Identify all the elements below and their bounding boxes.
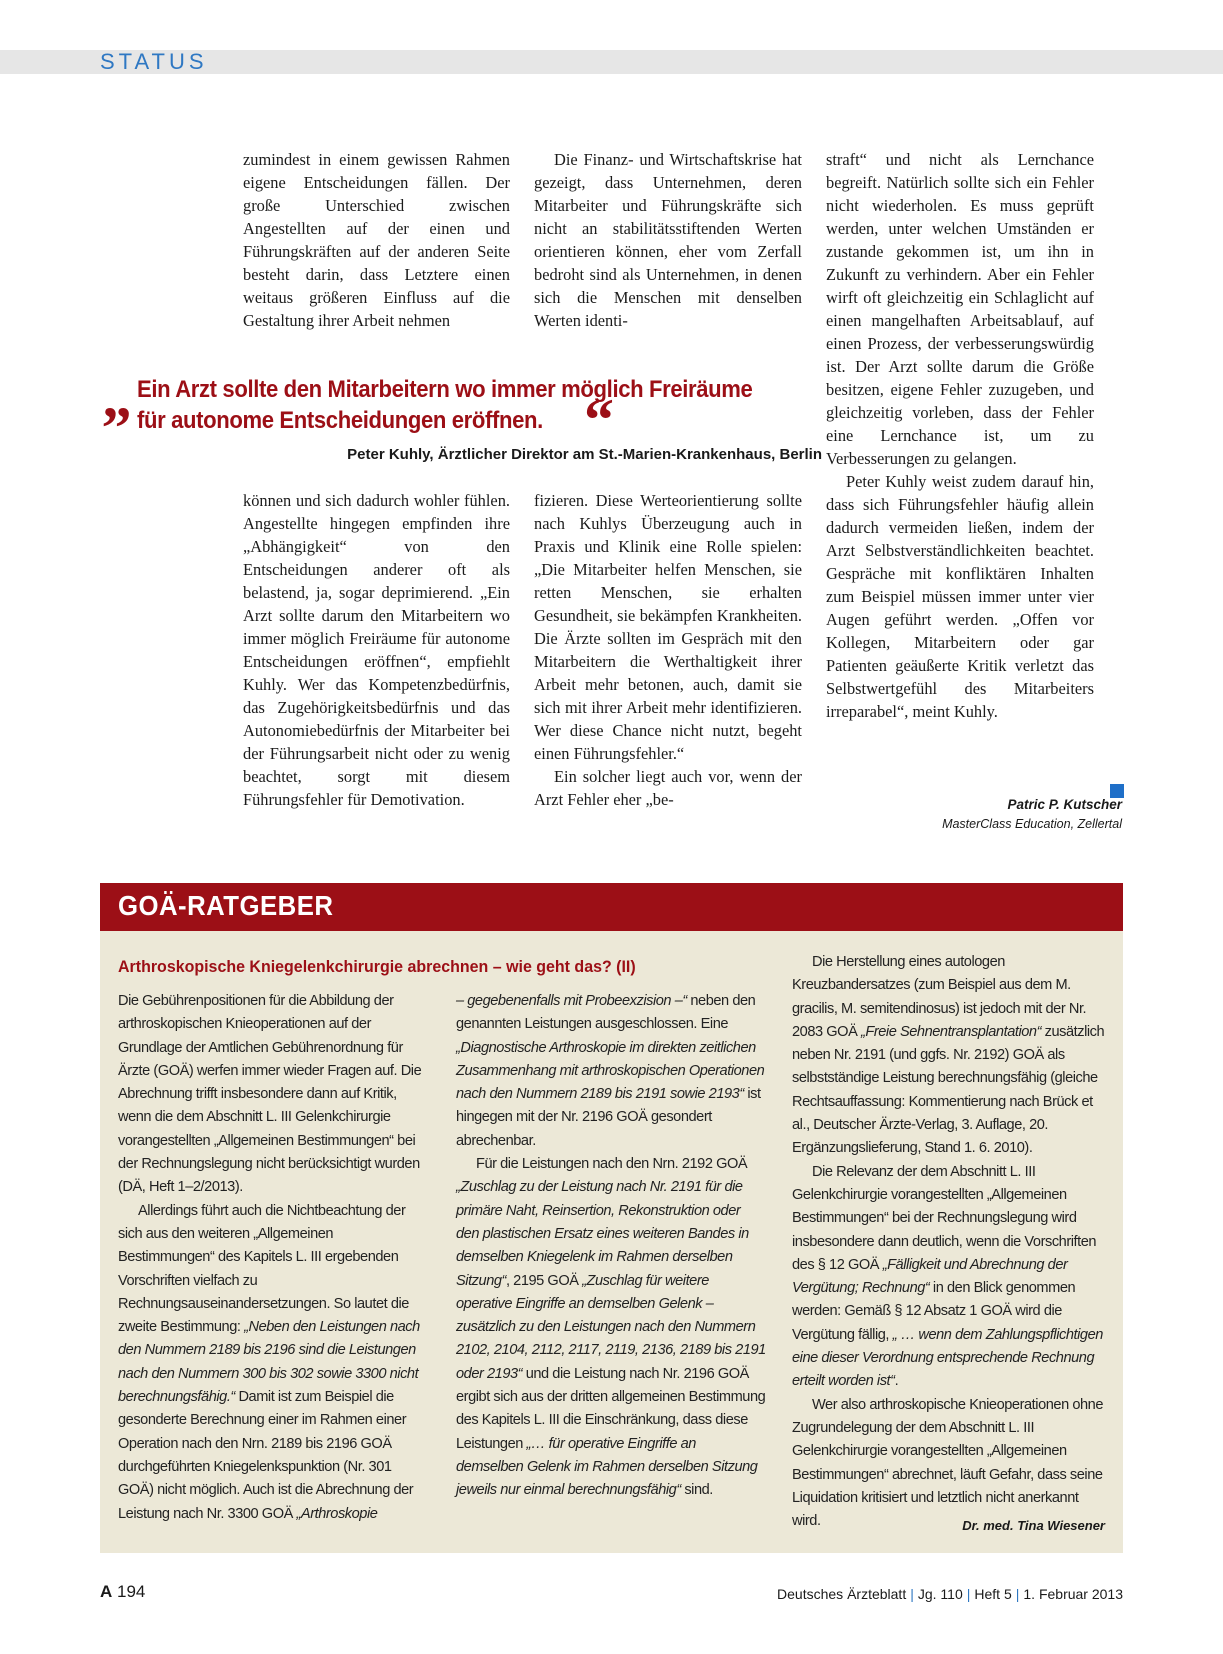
box-paragraph: – gegebenenfalls mit Probeexzision –“ neben den genannten Leistungen ausgeschlossen. Eine „Diagnostische Arthroskopie im direkten zeitlichen Zusammenhang mit arthroskopischen Operationen nach den Nummern 2189 bis 2191 sowie 2193“ ist hingegen mit der Nr. 2196 GOÄ gesondert abrechenbar.	[456, 993, 765, 1149]
article-paragraph: Ein solcher liegt auch vor, wenn der Arzt Fehler eher „be-	[534, 767, 802, 809]
box-paragraph: Allerdings führt auch die Nichtbeachtung der sich aus den weiteren „Allgemeinen Bestimmungen“ des Kapitels L. III ergebenden Vorschriften vielfach zu Rechnungsauseinandersetzungen. So lautet die zweite Bestimmung: „Neben den Leistungen nach den Nummern 2189 bis 2196 sind die Leistungen nach den Nummern 300 bis 302 sowie 3300 nicht berechnungsfähig.“ Damit ist zum Beispiel die gesonderte Berechnung einer im Rahmen einer Operation nach den Nrn. 2189 bis 2196 GOÄ durchgeführten Kniegelenkspunktion (Nr. 301 GOÄ) nicht möglich. Auch ist die Abrechnung der Leistung nach Nr. 3300 GOÄ „Arthroskopie	[118, 1202, 420, 1522]
article-paragraph: zumindest in einem gewissen Rahmen eigene Entscheidungen fällen. Der große Unterschied zwischen Angestellten auf der einen und Führungskräften auf der anderen Seite besteht darin, dass Letztere einen weitaus größeren Einfluss auf die Gestaltung ihrer Arbeit nehmen	[243, 150, 510, 330]
box-col3	[792, 951, 1105, 1533]
article-paragraph: können und sich dadurch wohler fühlen. Angestellte hingegen empfinden ihre „Abhängigkeit“ von den Entscheidungen anderer oft als belastend, ja, sogar deprimierend. „Ein Arzt sollte darum den Mitarbeitern wo immer möglich Freiräume für autonome Entscheidungen eröffnen“, empfiehlt Kuhly. Wer das Kompetenzbedürfnis, das Zugehörigkeitsbedürfnis und das Autonomiebedürfnis der Mitarbeiter bei der Führungsarbeit nicht oder zu wenig beachtet, sorgt mit diesem Führungsfehler für Demotivation.	[243, 491, 510, 809]
article-paragraph: Die Finanz- und Wirtschaftskrise hat gezeigt, dass Unternehmen, deren Mitarbeiter und Führungskräfte sich nicht an stabilitätsstiftenden Werten orientieren können, eher vom Zerfall bedroht sind als Unternehmen, in denen sich die Menschen mit denselben Werten identi-	[534, 150, 802, 330]
article-paragraph: straft“ und nicht als Lernchance begreift. Natürlich sollte sich ein Fehler nicht wiederholen. Es muss geprüft werden, unter welchen Umständen er zustande gekommen ist, um ihn in Zukunft zu verhindern. Aber ein Fehler wirft oft gleichzeitig ein Schlaglicht auf einen mangelhaften Arbeitsablauf, auf einen Prozess, der verbesserungswürdig ist. Der Arzt sollte darum die Größe besitzen, eigene Fehler zuzugeben, und gleichzeitig vorleben, dass der Fehler eine Lernchance ist, um zu Verbesserungen zu gelangen.	[826, 150, 1094, 468]
box-paragraph: Die Relevanz der dem Abschnitt L. III Gelenkchirurgie vorangestellten „Allgemeinen Bestimmungen“ bei der Rechnungslegung wird insbesondere dann deutlich, wenn die Vorschriften des § 12 GOÄ „Fälligkeit und Abrechnung der Vergütung; Rechnung“ in den Blick genommen werden: Gemäß § 12 Absatz 1 GOÄ wird die Vergütung fällig, „ … wenn dem Zahlungspflichtigen eine dieser Verordnung entsprechende Rechnung erteilt worden ist“.	[792, 1163, 1103, 1390]
box-title: GOÄ-RATGEBER	[118, 890, 334, 921]
close-quote-mark: “	[584, 387, 614, 453]
box-subtitle: Arthroskopische Kniegelenkchirurgie abrechnen – wie geht das? (II)	[118, 957, 636, 976]
end-of-article-square-icon	[1110, 784, 1124, 798]
box-author: Dr. med. Tina Wiesener	[962, 1518, 1105, 1533]
journal-issue: Heft 5	[974, 1586, 1012, 1602]
section-label: STATUS	[100, 49, 208, 74]
article-paragraph: Peter Kuhly weist zudem darauf hin, dass sich Führungsfehler häufig allein dadurch vermeiden ließen, indem der Arzt Selbstverständlichkeiten beachtet. Gespräche mit konfliktären Inhalten zum Beispiel müssen immer unter vier Augen geführt werden. „Offen vor Kollegen, Mitarbeitern oder gar Patienten geäußerte Kritik verletzt das Selbstwertgefühl des Mitarbeiters irreparabel“, meint Kuhly.	[826, 472, 1094, 721]
box-paragraph: Die Herstellung eines autologen Kreuzbandersatzes (zum Beispiel aus dem M. gracilis, M. semitendinosus) ist jedoch mit der Nr. 2083 GOÄ „Freie Sehnentransplantation“ zusätzlich neben Nr. 2191 (und ggfs. Nr. 2192) GOÄ als selbstständige Leistung berechnungsfähig (gleiche Rechtsauffassung: Kommentierung nach Brück et al., Deutscher Ärzte-Verlag, 3. Auflage, 20. Ergänzungslieferung, Stand 1. 6. 2010).	[792, 954, 1105, 1157]
article-col3	[826, 148, 1094, 723]
article-col2-bottom	[534, 489, 802, 811]
journal-volume: Jg. 110	[917, 1586, 963, 1602]
journal-info: Deutsches Ärzteblatt | Jg. 110 | Heft 5 | 1. Februar 2013	[777, 1586, 1123, 1602]
page-number: A 194	[100, 1582, 146, 1601]
article-paragraph: fizieren. Diese Werteorientierung sollte nach Kuhlys Überzeugung auch in Praxis und Klinik eine Rolle spielen: „Die Mitarbeiter helfen Menschen, sie retten Menschen, sie erhalten Gesundheit, sie bekämpfen Krankheiten. Die Ärzte sollten im Gespräch mit den Mitarbeitern die Werthaltigkeit ihrer Arbeit mehr betonen, auch, damit sie sich mit ihrer Arbeit mehr identifizieren. Wer diese Chance nicht nutzt, begeht einen Führungsfehler.“	[534, 491, 802, 763]
box-paragraph: Für die Leistungen nach den Nrn. 2192 GOÄ „Zuschlag zu der Leistung nach Nr. 2191 für die primäre Naht, Reinsertion, Rekonstruktion oder den plastischen Ersatz eines weiteren Bandes in demselben Kniegelenk im Rahmen derselben Sitzung“, 2195 GOÄ „Zuschlag für weitere operative Eingriffe an demselben Gelenk – zusätzlich zu den Leistungen nach den Nummern 2102, 2104, 2112, 2117, 2119, 2136, 2189 bis 2191 oder 2193“ und die Leistung nach Nr. 2196 GOÄ ergibt sich aus der dritten allgemeinen Bestimmung des Kapitels L. III die Einschränkung, dass diese Leistungen „… für operative Eingriffe an demselben Gelenk im Rahmen derselben Sitzung jeweils nur einmal berechnungsfähig“ sind.	[456, 1156, 766, 1499]
article-author-org: MasterClass Education, Zellertal	[942, 817, 1122, 831]
article-col1-top	[243, 148, 510, 332]
box-paragraph: Wer also arthroskopische Knieoperationen ohne Zugrundelegung der dem Abschnitt L. III Gelenkchirurgie vorangestellten „Allgemeinen Bestimmungen“ abrechnet, läuft Gefahr, dass seine Liquidation kritisiert und letztlich nicht anerkannt wird.	[792, 1396, 1104, 1530]
pullquote-source: Peter Kuhly, Ärztlicher Direktor am St.-Marien-Krankenhaus, Berlin	[347, 446, 822, 463]
open-quote-mark: „	[102, 364, 132, 430]
article-author: Patric P. Kutscher	[1007, 797, 1122, 812]
article-col2-top	[534, 148, 802, 332]
box-paragraph: Die Gebührenpositionen für die Abbildung der arthroskopischen Knieoperationen auf der Grundlage der Amtlichen Gebührenordnung für Ärzte (GOÄ) werfen immer wieder Fragen auf. Die Abrechnung trifft insbesondere dann auf Kritik, wenn die dem Abschnitt L. III Gelenkchirurgie vorangestellten „Allgemeinen Bestimmungen“ bei der Rechnungslegung nicht berücksichtigt wurden (DÄ, Heft 1–2/2013).	[118, 993, 422, 1196]
article-col1-bottom	[243, 489, 510, 811]
journal-date: 1. Februar 2013	[1023, 1586, 1123, 1602]
box-col1	[118, 990, 428, 1526]
journal-name: Deutsches Ärzteblatt	[777, 1586, 907, 1602]
box-col2	[456, 990, 766, 1503]
pullquote-text: Ein Arzt sollte den Mitarbeitern wo immer möglich Freiräume für autonome Entscheidungen eröffnen.	[137, 376, 753, 434]
